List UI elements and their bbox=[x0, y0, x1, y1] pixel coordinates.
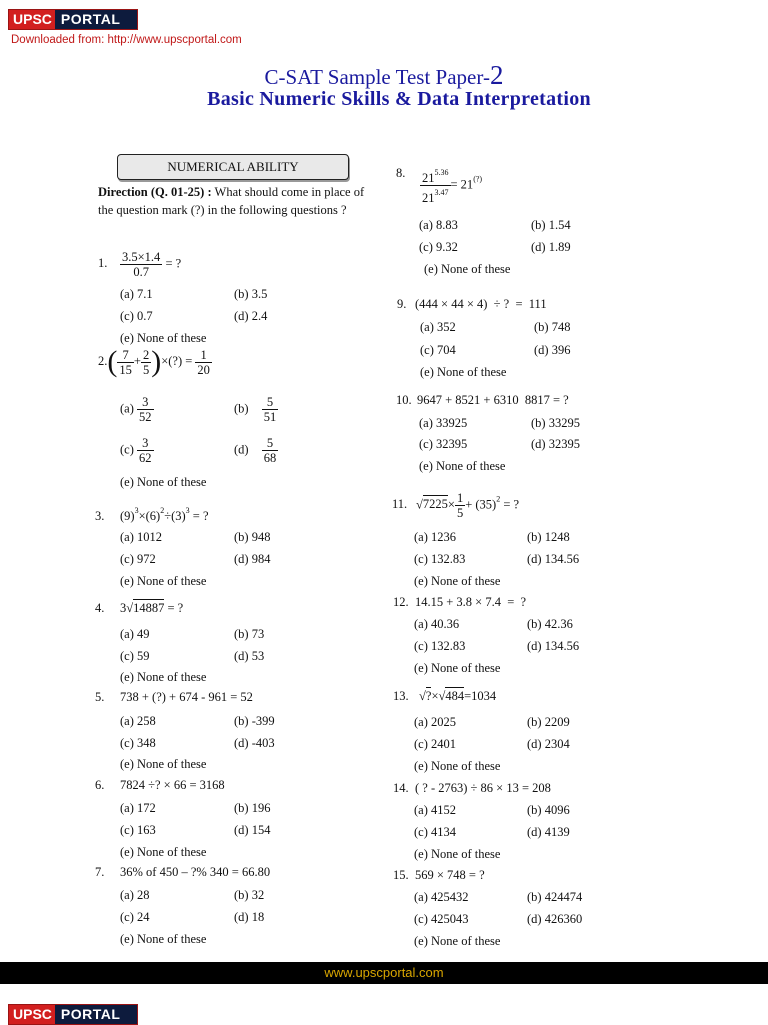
option: (d) 396 bbox=[534, 343, 571, 357]
question-11: 11. √7225× $\frac{1}{5}$ + $(35)^2$ = ? bbox=[392, 491, 520, 520]
option bbox=[120, 395, 154, 424]
left-paren: ( bbox=[107, 345, 118, 378]
option: (a) 2025 bbox=[414, 715, 456, 729]
option: (c) 24 bbox=[120, 910, 150, 924]
option: (e) None of these bbox=[120, 845, 207, 859]
option: (d) 154 bbox=[234, 823, 271, 837]
question-text: 9647 + 8521 + 6310 8817 = ? bbox=[417, 393, 569, 407]
logo-text-upsc: UPSC bbox=[9, 10, 55, 29]
option: (a) 33925 bbox=[419, 416, 468, 430]
option: (d) 2.4 bbox=[234, 309, 268, 323]
question-number: 6. bbox=[95, 778, 105, 792]
option: (e) None of these bbox=[420, 365, 507, 379]
option bbox=[234, 436, 278, 465]
upsc-portal-logo-bottom bbox=[8, 1004, 138, 1025]
fraction bbox=[137, 395, 154, 424]
plus-sign: + bbox=[133, 353, 141, 368]
option: (b) 32 bbox=[234, 888, 265, 902]
fraction bbox=[195, 348, 212, 377]
numerator: 1 bbox=[195, 348, 212, 363]
denominator: 20 bbox=[197, 362, 210, 377]
question-4: 4. 3√14887 = ? bbox=[95, 601, 184, 615]
option: (a) 172 bbox=[120, 801, 156, 815]
paper-title bbox=[0, 60, 768, 91]
paper-subtitle: Basic Numeric Skills & Data Interpretation bbox=[207, 88, 591, 110]
numerator: 3 bbox=[137, 436, 154, 451]
option: (a) 40.36 bbox=[414, 617, 460, 631]
question-number: 13. bbox=[393, 689, 409, 703]
question-mid: ×(?) = bbox=[161, 353, 193, 368]
option: (e) None of these bbox=[120, 331, 207, 345]
fraction bbox=[117, 348, 134, 377]
option: (a) 4152 bbox=[414, 803, 456, 817]
question-rhs: = ? bbox=[165, 256, 182, 271]
question-number: 4. bbox=[95, 601, 105, 615]
exponent: 3 bbox=[134, 506, 139, 515]
option: (d) 32395 bbox=[531, 437, 580, 451]
upsc-portal-logo bbox=[8, 9, 138, 30]
option: (d) -403 bbox=[234, 736, 275, 750]
footer-url[interactable]: www.upscportal.com bbox=[324, 965, 444, 980]
numerator: 5 bbox=[262, 436, 279, 451]
question-2 bbox=[98, 347, 212, 377]
question-rhs: = ? bbox=[500, 497, 520, 512]
question-number: 1. bbox=[98, 256, 108, 271]
option: (e) None of these bbox=[414, 934, 501, 948]
option: (d) 134.56 bbox=[527, 639, 580, 653]
base: 21 bbox=[422, 171, 435, 185]
option: (a) 1236 bbox=[414, 530, 456, 544]
denominator: 5 bbox=[142, 362, 150, 377]
numerator: 2 bbox=[142, 347, 150, 362]
question-rhs: =1034 bbox=[464, 689, 497, 703]
denominator bbox=[420, 186, 451, 205]
radicand: ? bbox=[425, 689, 432, 703]
option: (e) None of these bbox=[424, 262, 511, 276]
numerator bbox=[420, 166, 451, 186]
question-text: 7824 ÷? × 66 = 3168 bbox=[120, 778, 225, 792]
question-number: 9. bbox=[397, 297, 407, 311]
denominator: 62 bbox=[139, 451, 152, 465]
option: (b) -399 bbox=[234, 714, 275, 728]
option: (b) 3.5 bbox=[234, 287, 268, 301]
option: (c) 704 bbox=[420, 343, 456, 357]
fraction bbox=[120, 250, 162, 279]
option: (e) None of these bbox=[120, 670, 207, 684]
fraction bbox=[137, 436, 154, 465]
option: (a) 1012 bbox=[120, 530, 162, 544]
option: (b) 1248 bbox=[527, 530, 570, 544]
option: (e) None of these bbox=[414, 759, 501, 773]
option: (d) 984 bbox=[234, 552, 271, 566]
option: (c) 425043 bbox=[414, 912, 469, 926]
option: (e) None of these bbox=[414, 661, 501, 675]
option-label: (c) bbox=[120, 442, 134, 457]
exponent: (?) bbox=[473, 174, 483, 184]
fraction bbox=[420, 166, 451, 205]
option: (a) 425432 bbox=[414, 890, 469, 904]
times-sign: × bbox=[447, 497, 455, 512]
option: (e) None of these bbox=[120, 757, 207, 771]
direction-label: Direction (Q. 01-25) : bbox=[98, 185, 212, 199]
question-text: 36% of 450 – ?% 340 = 66.80 bbox=[120, 865, 271, 879]
option: (b) 424474 bbox=[527, 890, 583, 904]
option: (e) None of these bbox=[120, 574, 207, 588]
option: (c) 132.83 bbox=[414, 552, 466, 566]
directions bbox=[98, 184, 368, 219]
question-text: 14.15 + 3.8 × 7.4 = ? bbox=[415, 595, 527, 609]
radicand: 484 bbox=[445, 689, 465, 703]
logo-text-portal: PORTAL bbox=[55, 1005, 137, 1024]
option: (b) 33295 bbox=[531, 416, 580, 430]
option: (a) 258 bbox=[120, 714, 156, 728]
radicand: 14887 bbox=[133, 601, 165, 615]
term: + (35) bbox=[465, 497, 497, 512]
question-number: 14. bbox=[393, 781, 409, 795]
question-rhs: = ? bbox=[164, 601, 184, 615]
question-number: 3. bbox=[95, 509, 105, 523]
paper-title-text: C-SAT Sample Test Paper- bbox=[264, 65, 490, 89]
option: (d) 2304 bbox=[527, 737, 570, 751]
option: (c) 972 bbox=[120, 552, 156, 566]
question-number: 2. bbox=[98, 353, 108, 368]
denominator: 68 bbox=[263, 451, 277, 465]
logo-text-upsc: UPSC bbox=[9, 1005, 55, 1024]
option: (b) 4096 bbox=[527, 803, 570, 817]
fraction bbox=[141, 348, 151, 377]
option: (d) 1.89 bbox=[531, 240, 571, 254]
exponent: 2 bbox=[160, 506, 165, 515]
option-label: (a) bbox=[120, 401, 134, 416]
question-14 bbox=[393, 781, 551, 796]
option: (b) 948 bbox=[234, 530, 271, 544]
option: (a) 28 bbox=[120, 888, 150, 902]
base: 21 bbox=[422, 191, 435, 205]
denominator: 52 bbox=[139, 410, 152, 424]
option: (b) 73 bbox=[234, 627, 265, 641]
root-index: 3 bbox=[120, 601, 127, 615]
question-text: ( ? - 2763) ÷ 86 × 13 = 208 bbox=[415, 781, 551, 795]
option: (c) 59 bbox=[120, 649, 150, 663]
option: (d) 53 bbox=[234, 649, 265, 663]
term: (9) bbox=[120, 509, 135, 523]
question-10 bbox=[396, 393, 569, 408]
exponent: 3 bbox=[185, 506, 190, 515]
question-8 bbox=[396, 166, 482, 205]
option: (b) 1.54 bbox=[531, 218, 571, 232]
question-number: 10. bbox=[396, 393, 412, 407]
option: (b) 2209 bbox=[527, 715, 570, 729]
footer-bar bbox=[0, 962, 768, 984]
option: (a) 7.1 bbox=[120, 287, 153, 301]
question-12 bbox=[393, 595, 526, 610]
times-sign: × bbox=[431, 689, 439, 703]
exponent: 3.47 bbox=[434, 188, 449, 197]
option: (d) 134.56 bbox=[527, 552, 580, 566]
fraction bbox=[262, 436, 279, 465]
option: (b) 196 bbox=[234, 801, 271, 815]
option: (a) 49 bbox=[120, 627, 150, 641]
option: (e) None of these bbox=[419, 459, 506, 473]
numerator: 1 bbox=[456, 491, 464, 505]
question-number: 11. bbox=[392, 497, 408, 512]
option: (d) 426360 bbox=[527, 912, 583, 926]
question-1 bbox=[98, 250, 181, 279]
right-paren: ) bbox=[151, 345, 162, 378]
denominator: 51 bbox=[263, 410, 277, 424]
question-text: 738 + (?) + 674 - 961 = 52 bbox=[120, 690, 253, 704]
option: (e) None of these bbox=[120, 475, 207, 489]
option bbox=[120, 436, 154, 465]
fraction bbox=[262, 395, 279, 424]
denominator: 15 bbox=[119, 362, 132, 377]
option: (c) 132.83 bbox=[414, 639, 466, 653]
option: (a) 8.83 bbox=[419, 218, 458, 232]
option: (c) 32395 bbox=[419, 437, 468, 451]
term: ÷(3) bbox=[164, 509, 186, 523]
question-3 bbox=[95, 503, 209, 524]
question-number: 5. bbox=[95, 690, 105, 704]
numerator: 7 bbox=[117, 348, 134, 363]
question-6 bbox=[95, 778, 225, 793]
option: (e) None of these bbox=[414, 574, 501, 588]
denominator: 0.7 bbox=[133, 265, 149, 279]
option: (c) 2401 bbox=[414, 737, 456, 751]
term: ×(6) bbox=[138, 509, 161, 523]
question-rhs: = ? bbox=[189, 509, 209, 523]
question-rhs: = 21 bbox=[450, 177, 474, 192]
denominator: 5 bbox=[456, 506, 464, 520]
question-text: (444 × 44 × 4) ÷ ? = 111 bbox=[415, 297, 547, 311]
section-heading: NUMERICAL ABILITY bbox=[117, 154, 349, 180]
question-number: 8. bbox=[396, 166, 406, 180]
option bbox=[234, 395, 278, 424]
option: (c) 348 bbox=[120, 736, 156, 750]
option: (c) 163 bbox=[120, 823, 156, 837]
option: (e) None of these bbox=[414, 847, 501, 861]
numerator: 5 bbox=[262, 395, 279, 410]
radicand: 7225 bbox=[422, 497, 448, 512]
exponent: 5.36 bbox=[434, 168, 449, 177]
question-9 bbox=[397, 297, 547, 312]
option: (c) 4134 bbox=[414, 825, 456, 839]
option: (c) 0.7 bbox=[120, 309, 153, 323]
option: (c) 9.32 bbox=[419, 240, 458, 254]
option: (a) 352 bbox=[420, 320, 456, 334]
fraction bbox=[455, 491, 465, 520]
option-label: (d) bbox=[234, 442, 249, 457]
question-number: 12. bbox=[393, 595, 409, 609]
question-text: 569 × 748 = ? bbox=[415, 868, 485, 882]
question-15 bbox=[393, 868, 485, 883]
question-number: 7. bbox=[95, 865, 105, 879]
exponent: 2 bbox=[496, 494, 501, 504]
paper-number: 2 bbox=[489, 60, 504, 90]
question-number: 15. bbox=[393, 868, 409, 882]
option: (e) None of these bbox=[120, 932, 207, 946]
option: (d) 4139 bbox=[527, 825, 570, 839]
question-5 bbox=[95, 690, 253, 705]
option: (d) 18 bbox=[234, 910, 265, 924]
option: (b) 42.36 bbox=[527, 617, 573, 631]
numerator: 3.5×1.4 bbox=[122, 250, 161, 264]
numerator: 3 bbox=[137, 395, 154, 410]
option: (b) 748 bbox=[534, 320, 571, 334]
direction-text: What should come in place of the question mark (?) in the following questions ? bbox=[98, 185, 365, 217]
download-source-line[interactable]: Downloaded from: http://www.upscportal.com bbox=[11, 34, 242, 46]
option-label: (b) bbox=[234, 401, 249, 416]
question-13: 13. √?×√484=1034 bbox=[393, 689, 497, 703]
question-7 bbox=[95, 865, 270, 880]
logo-text-portal: PORTAL bbox=[55, 10, 137, 29]
